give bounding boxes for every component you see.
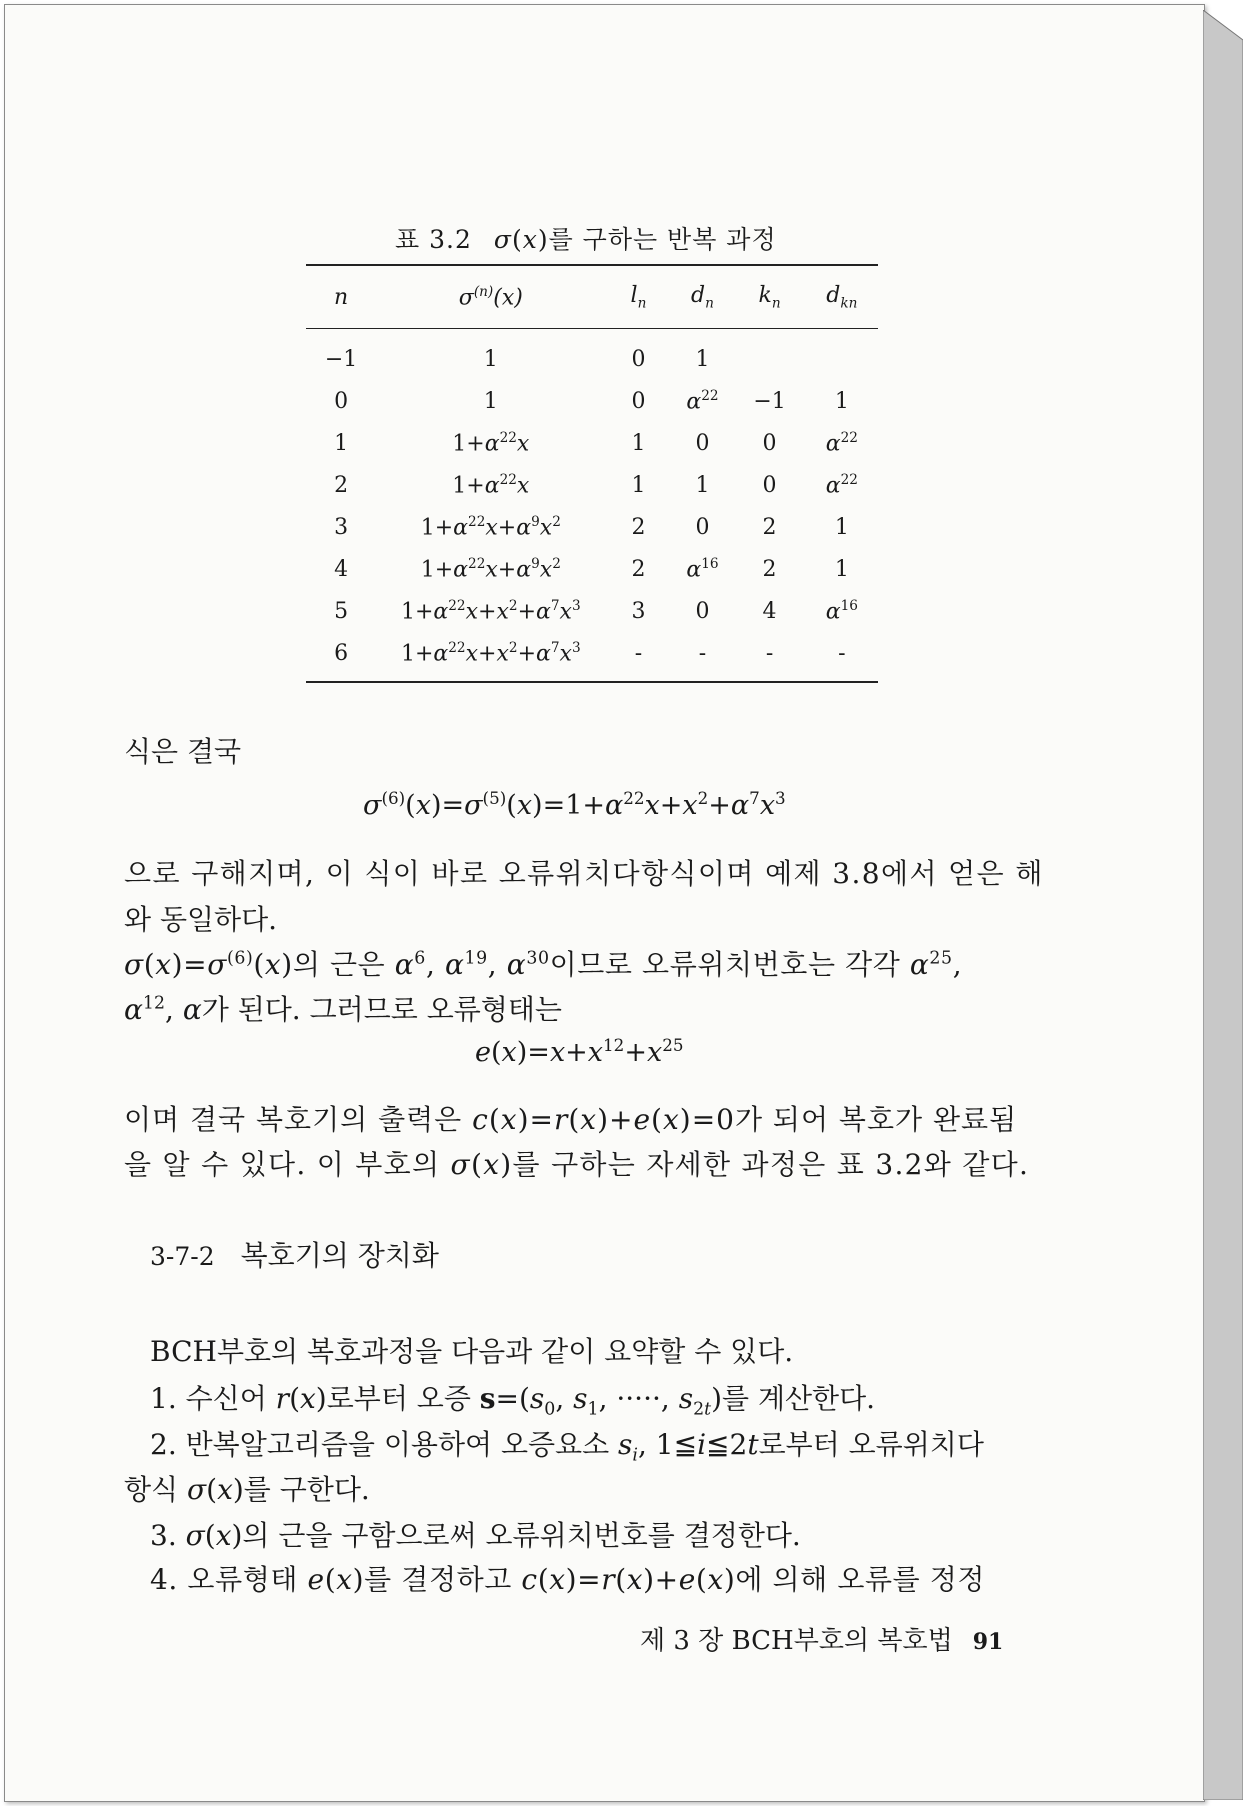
cell-d: $\alpha^{16}$ [686, 555, 719, 583]
equation-sigma: $\sigma^{(6)}(x)=\sigma^{(5)}(x)=1+\alpha^{22}x+x^2+\alpha^7x^3$ [363, 788, 786, 821]
cell-d: 1 [695, 346, 710, 372]
cell-l: 2 [631, 556, 646, 582]
cell-d: 0 [695, 514, 710, 540]
header-l: $l_n$ [605, 265, 671, 329]
cell-n: 5 [334, 598, 349, 624]
cell-dk [806, 329, 878, 381]
header-n: n [306, 265, 376, 329]
page-number: 91 [972, 1629, 1004, 1655]
table-header-row [306, 265, 878, 329]
cell-dk: $\alpha^{22}$ [825, 429, 858, 457]
cell-dk: $\alpha^{16}$ [825, 597, 858, 625]
cell-k: 2 [762, 514, 777, 540]
paragraph-4-line-2: 을 알 수 있다. 이 부호의 σ(x)를 구하는 자세한 과정은 표 3.2와 같다. [124, 1148, 1030, 1181]
iteration-table [306, 264, 878, 683]
cell-n: −1 [324, 346, 358, 372]
cell-d: $\alpha^{22}$ [686, 387, 719, 415]
cell-dk: $\alpha^{22}$ [825, 471, 858, 499]
cell-k: - [733, 632, 805, 682]
cell-n: 4 [334, 556, 349, 582]
cell-n: 6 [306, 632, 376, 682]
cell-dk: 1 [834, 514, 849, 540]
cell-d: 0 [695, 598, 710, 624]
cell-k: 2 [762, 556, 777, 582]
page-edge [1203, 10, 1243, 1800]
table-caption [395, 220, 777, 256]
step-3: 3. σ(x)의 근을 구함으로써 오류위치번호를 결정한다. [150, 1519, 801, 1552]
section-title: 복호기의 장치화 [240, 1239, 439, 1272]
cell-sigma: $1+\alpha^{22}x+\alpha^9x^2$ [420, 555, 561, 583]
table-row [306, 329, 878, 381]
cell-l: 1 [631, 430, 646, 456]
cell-dk: - [806, 632, 878, 682]
cell-d: 0 [695, 430, 710, 456]
cell-n: 2 [334, 472, 349, 498]
cell-l: - [605, 632, 671, 682]
cell-n: 0 [334, 388, 349, 414]
cell-sigma: $1+\alpha^{22}x+x^2+\alpha^7x^3$ [400, 597, 581, 625]
cell-d: 1 [695, 472, 710, 498]
equation-error: $e(x)=x+x^{12}+x^{25}$ [475, 1035, 684, 1068]
table-row [306, 380, 878, 422]
cell-sigma: $1+\alpha^{22}x$ [452, 471, 530, 499]
step-1: 1. 수신어 r(x)로부터 오증 $s=(s_0$, $s_1$, ·····, $s_{2t}$)를 계산한다. [150, 1382, 876, 1420]
cell-k: 0 [762, 430, 777, 456]
cell-k [733, 329, 805, 381]
table-row [306, 422, 878, 464]
cell-l: 0 [631, 346, 646, 372]
cell-k: −1 [753, 388, 786, 414]
paragraph-2-line-2: 와 동일하다. [124, 903, 278, 936]
table-row [306, 590, 878, 632]
footer-chapter: 제 3 장 BCH부호의 복호법 [640, 1626, 953, 1656]
cell-sigma: 1 [483, 346, 498, 372]
header-sigma: $\sigma^{(n)}(x)$ [376, 265, 605, 329]
step-2-line-2: 항식 σ(x)를 구한다. [124, 1473, 370, 1506]
cell-d: - [671, 632, 733, 682]
paragraph-3-line-1: $\sigma(x)=\sigma^{(6)}(x)$의 근은 $\alpha^6$, $\alpha^{19}$, $\alpha^{30}$이므로 오류위치번호는 각각 $\alpha^{25}$, [124, 948, 963, 981]
paragraph-3-line-2: $\alpha^{12}$, α가 된다. 그러므로 오류형태는 [124, 993, 562, 1026]
table-row [306, 464, 878, 506]
cell-k: 0 [762, 472, 777, 498]
table-row [306, 506, 878, 548]
cell-l: 0 [631, 388, 646, 414]
section-intro: BCH부호의 복호과정을 다음과 같이 요약할 수 있다. [150, 1335, 794, 1368]
step-4: 4. 오류형태 e(x)를 결정하고 c(x)=r(x)+e(x)에 의해 오류를 정정 [150, 1563, 986, 1596]
cell-l: 3 [631, 598, 646, 624]
cell-l: 2 [631, 514, 646, 540]
cell-k: 4 [762, 598, 777, 624]
cell-dk: 1 [834, 388, 849, 414]
cell-l: 1 [631, 472, 646, 498]
step-2-line-1: 2. 반복알고리즘을 이용하여 오증요소 $s_i$, 1≦i≦2t로부터 오류위치다 [150, 1428, 984, 1466]
table-caption-number: 표 3.2 [395, 225, 472, 254]
header-k: $k_n$ [733, 265, 805, 329]
table-row [306, 632, 878, 682]
cell-sigma: 1 [483, 388, 498, 414]
cell-sigma: $1+\alpha^{22}x+x^2+\alpha^7x^3$ [376, 632, 605, 682]
cell-n: 1 [334, 430, 349, 456]
section-number: 3-7-2 [150, 1242, 215, 1271]
paragraph-2-line-1: 으로 구해지며, 이 식이 바로 오류위치다항식이며 예제 3.8에서 얻은 해 [124, 857, 1044, 890]
table-caption-text: σ(x)를 구하는 반복 과정 [493, 225, 777, 254]
section-heading [150, 1234, 439, 1274]
page-footer [640, 1620, 1003, 1657]
cell-dk: 1 [834, 556, 849, 582]
header-dk: $d_{kn}$ [806, 265, 878, 329]
cell-sigma: $1+\alpha^{22}x+\alpha^9x^2$ [420, 513, 561, 541]
paragraph-4-line-1: 이며 결국 복호기의 출력은 c(x)=r(x)+e(x)=0가 되어 복호가 완료됨 [124, 1103, 1018, 1136]
cell-n: 3 [334, 514, 349, 540]
paragraph-1: 식은 결국 [124, 735, 242, 768]
header-d: $d_n$ [671, 265, 733, 329]
cell-sigma: $1+\alpha^{22}x$ [452, 429, 530, 457]
table-row [306, 548, 878, 590]
